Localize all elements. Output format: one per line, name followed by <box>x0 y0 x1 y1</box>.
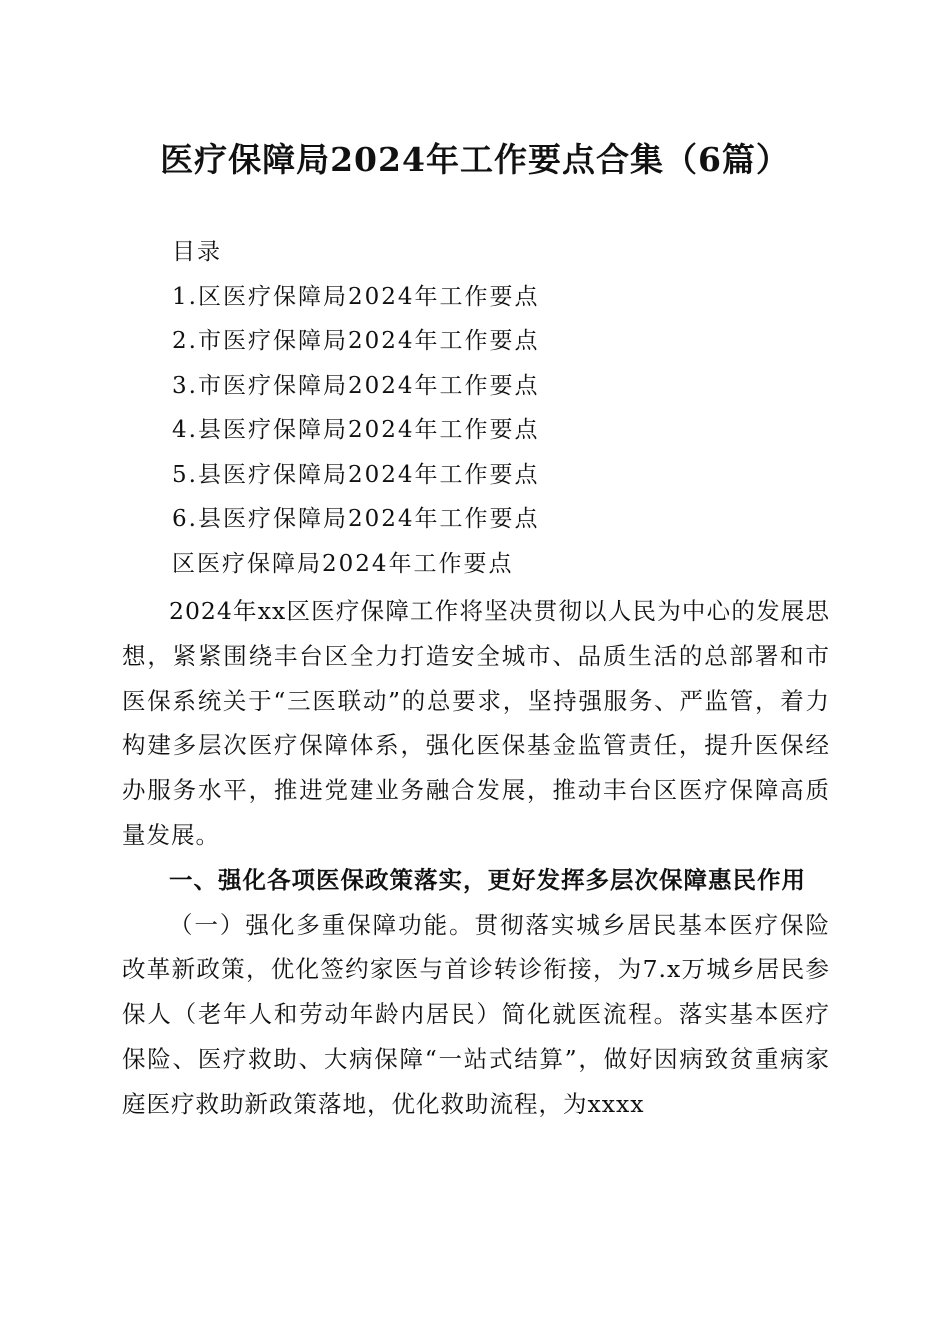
intro-paragraph: 2024年xx区医疗保障工作将坚决贯彻以人民为中心的发展思想，紧紧围绕丰台区全力打造安全城市、品质生活的总部署和市医保系统关于“三医联动”的总要求，坚持强服务、严监管，着力构建多层次医疗保障体系，强化医保基金监管责任，提升医保经办服务水平，推进党建业务融合发展，推动丰台区医疗保障高质量发展。 <box>122 597 830 849</box>
toc-heading: 目录 <box>172 239 222 265</box>
document-body <box>122 589 830 1127</box>
paragraph-1: （一）强化多重保障功能。贯彻落实城乡居民基本医疗保险改革新政策，优化签约家医与首诊转诊衔接，为7.x万城乡居民参保人（老年人和劳动年龄内居民）简化就医流程。落实基本医疗保险、医疗救助、大病保障“一站式结算”，做好因病致贫重病家庭医疗救助新政策落地，优化救助流程，为xxxx <box>122 910 830 1118</box>
table-of-contents <box>172 230 539 586</box>
heading-1: 一、强化各项医保政策落实，更好发挥多层次保障惠民作用 <box>169 865 806 894</box>
toc-item: 2.市医疗保障局2024年工作要点 <box>172 328 540 354</box>
toc-item: 6.县医疗保障局2024年工作要点 <box>172 506 540 532</box>
toc-item: 4.县医疗保障局2024年工作要点 <box>172 417 540 443</box>
toc-item: 5.县医疗保障局2024年工作要点 <box>172 461 540 488</box>
section-title: 区医疗保障局2024年工作要点 <box>172 550 514 577</box>
toc-item: 3.市医疗保障局2024年工作要点 <box>172 372 540 399</box>
document-title: 医疗保障局2024年工作要点合集（6篇） <box>160 140 790 179</box>
toc-item: 1.区医疗保障局2024年工作要点 <box>172 283 540 310</box>
